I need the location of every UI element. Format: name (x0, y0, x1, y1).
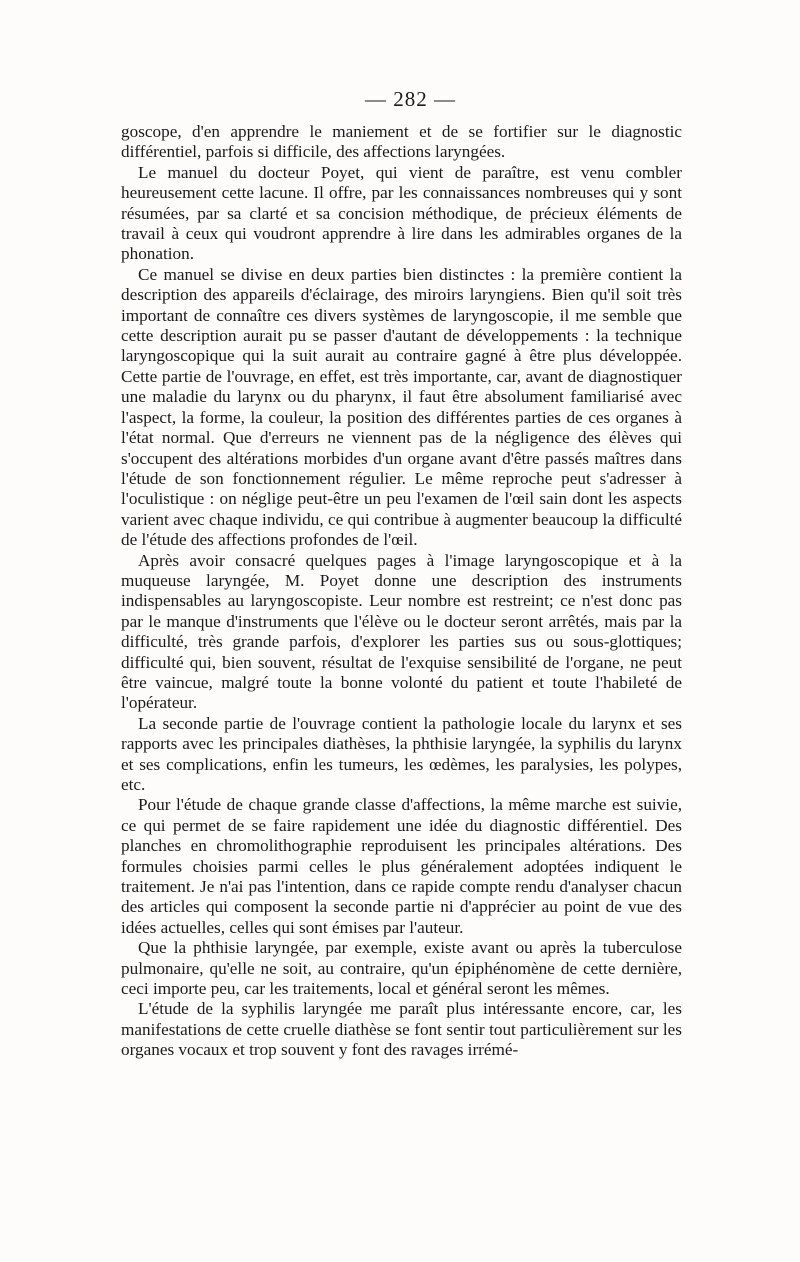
paragraph-1: goscope, d'en apprendre le maniement et de se fortifier sur le diagnostic différentiel, parfois si difficile, des affections laryngées. (121, 122, 682, 162)
paragraph-3: Ce manuel se divise en deux parties bien distinctes : la première contient la description des appareils d'éclairage, des miroirs laryngiens. Bien qu'il soit très important de connaître ces divers systèmes de laryngoscopie, il me semble que cette description aurait pu se passer d'autant de développements : la technique laryngoscopique qui la suit aurait au contraire gagné à être plus développée. Cette partie de l'ouvrage, en effet, est très importante, car, avant de diagnostiquer une maladie du larynx ou du pharynx, il faut être absolument familiarisé avec l'aspect, la forme, la couleur, la position des différentes parties de ces organes à l'état normal. Que d'erreurs ne viennent pas de la négligence des élèves qui s'occupent des altérations morbides d'un organe avant d'être passés maîtres dans l'étude de son fonctionnement régulier. Le même reproche peut s'adresser à l'oculistique : on néglige peut-être un peu l'examen de l'œil sain dont les aspects varient avec chaque individu, ce qui contribue à augmenter beaucoup la difficulté de l'étude des affections profondes de l'œil. (121, 264, 682, 550)
paragraph-8: L'étude de la syphilis laryngée me paraît plus intéressante encore, car, les manifestations de cette cruelle diathèse se font sentir tout particulièrement sur les organes vocaux et trop souvent y font des ravages irrémé- (121, 999, 682, 1060)
page-number: — 282 — (365, 87, 456, 111)
paragraph-2: Le manuel du docteur Poyet, qui vient de paraître, est venu combler heureusement cette lacune. Il offre, par les connaissances nombreuses qui y sont résumées, par sa clarté et sa concision méthodique, de précieux éléments de travail à ceux qui voudront apprendre à lire dans les admirables organes de la phonation. (121, 162, 682, 264)
paragraph-6: Pour l'étude de chaque grande classe d'affections, la même marche est suivie, ce qui permet de se faire rapidement une idée du diagnostic différentiel. Des planches en chromolithographie reproduisent les principales altérations. Des formules choisies parmi celles le plus généralement adoptées indiquent le traitement. Je n'ai pas l'intention, dans ce rapide compte rendu d'analyser chacun des articles qui composent la seconde partie ni d'apprécier au point de vue des idées actuelles, celles qui sont émises par l'auteur. (121, 795, 682, 937)
paragraph-4: Après avoir consacré quelques pages à l'image laryngoscopique et à la muqueuse laryngée, M. Poyet donne une description des instruments indispensables au laryngoscopiste. Leur nombre est restreint; ce n'est donc pas par le manque d'instruments que l'élève ou le docteur seront arrêtés, mais par la difficulté, très grande parfois, d'explorer les parties sus ou sous-glottiques; difficulté qui, bien souvent, résultat de l'exquise sensibilité de l'organe, ne peut être vaincue, malgré toute la bonne volonté du patient et toute l'habileté de l'opérateur. (121, 550, 682, 713)
body-text (121, 122, 682, 1061)
paragraph-5: La seconde partie de l'ouvrage contient la pathologie locale du larynx et ses rapports avec les principales diathèses, la phthisie laryngée, la syphilis du larynx et ses complications, enfin les tumeurs, les œdèmes, les paralysies, les polypes, etc. (121, 713, 682, 794)
paragraph-7: Que la phthisie laryngée, par exemple, existe avant ou après la tuberculose pulmonaire, qu'elle ne soit, au contraire, qu'un épiphénomène de cette dernière, ceci importe peu, car les traitements, local et général seront les mêmes. (121, 938, 682, 999)
